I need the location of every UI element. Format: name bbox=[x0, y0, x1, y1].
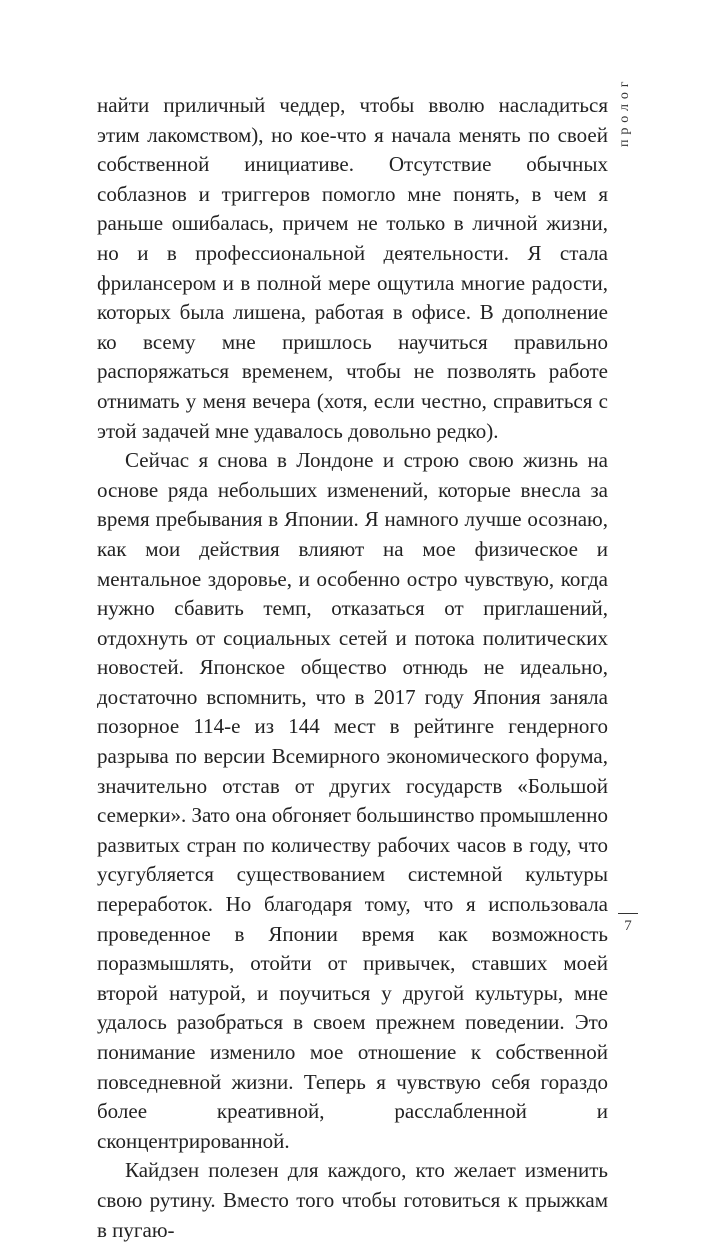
paragraph-kaizen: Кайдзен полезен для каждого, кто желает изменить свою рутину. Вместо того чтобы готовиться к прыжкам в пугаю- bbox=[97, 1158, 608, 1242]
footer-rule bbox=[618, 913, 638, 914]
page-number: 7 bbox=[624, 918, 632, 934]
paragraph-continued: найти приличный чеддер, чтобы вволю насладиться этим лакомством), но кое-что я начала менять по своей собственной инициативе. Отсутствие обычных соблазнов и триггеров помогло мне понять, в чем я раньше ошибалась, причем не только в личной жизни, но и в профессиональной деятельности. Я стала фрилансером и в полной мере ощутила многие радости, которых была лишена, работая в офисе. В дополнение ко всему мне пришлось научиться правильно распоряжаться временем, чтобы не позволять работе отнимать у меня вечера (хотя, если честно, справиться с этой задачей мне удавалось довольно редко). bbox=[97, 93, 608, 443]
paragraph-london: Сейчас я снова в Лондоне и строю свою жизнь на основе ряда небольших изменений, которые внесла за время пребывания в Японии. Я намного лучше осознаю, как мои действия влияют на мое физическое и ментальное здоровье, и особенно остро чувствую, когда нужно сбавить темп, отказаться от приглашений, отдохнуть от социальных сетей и потока политических новостей. Японское общество отнюдь не идеально, достаточно вспомнить, что в 2017 году Япония заняла позорное 114-е из 144 мест в рейтинге гендерного разрыва по версии Всемирного экономического форума, значительно отстав от других государств «Большой семерки». Зато она обгоняет большинство промышленно развитых стран по количеству рабочих часов в году, что усугубляется существованием системной культуры переработок. Но благодаря тому, что я использовала проведенное в Японии время как возможность поразмышлять, отойти от привычек, ставших моей второй натурой, и поучиться у другой культуры, мне удалось разобраться в своем прежнем поведении. Это понимание изменило мое отношение к собственной повседневной жизни. Теперь я чувствую себя гораздо более креативной, расслабленной и сконцентрированной. bbox=[97, 448, 608, 1153]
body-text bbox=[97, 91, 608, 1245]
running-head-title: пролог bbox=[617, 76, 632, 148]
